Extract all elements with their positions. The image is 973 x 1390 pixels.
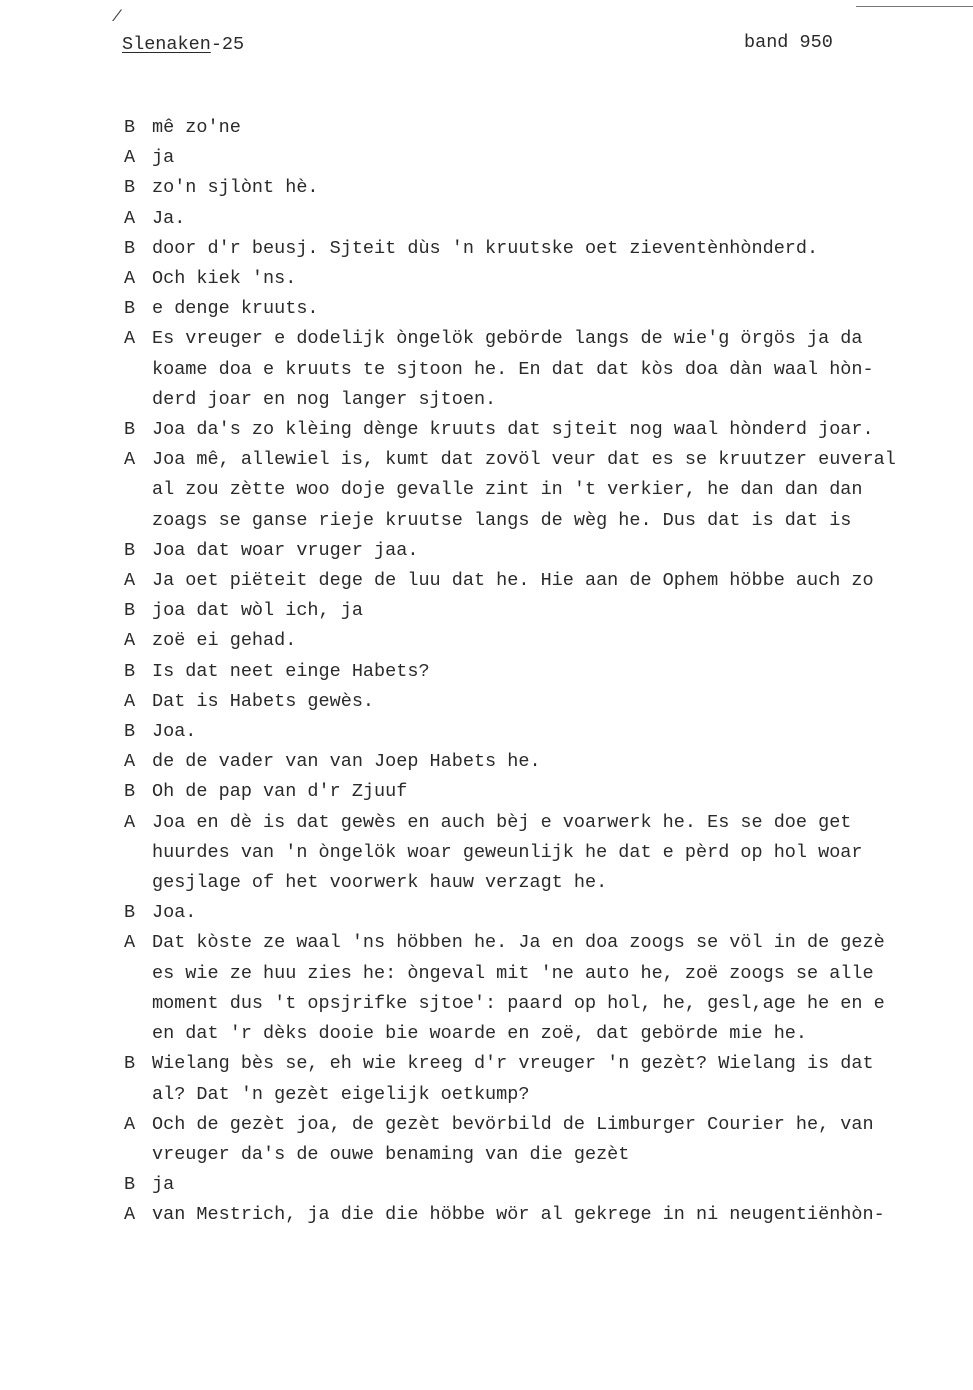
dialogue-turn	[124, 113, 964, 143]
dialogue-turn	[124, 294, 964, 324]
dialogue-line: huurdes van 'n òngelök woar geweunlijk he dat e pèrd op hol woar	[152, 841, 863, 863]
speaker-label: B	[124, 721, 136, 743]
place-name: Slenaken	[122, 34, 211, 55]
dialogue-turn	[124, 445, 964, 536]
speaker-label: B	[124, 1174, 136, 1196]
dialogue-turn	[124, 687, 964, 717]
dialogue-line: Is dat neet einge Habets?	[152, 660, 430, 682]
dialogue-turn	[124, 928, 964, 1049]
speaker-label: A	[124, 690, 136, 712]
dialogue-line: Dat kòste ze waal 'ns höbben he. Ja en doa zoogs se völ in de gezè	[152, 932, 885, 954]
speaker-label: B	[124, 600, 136, 622]
dialogue-line: e denge kruuts.	[152, 298, 319, 320]
dialogue-turn	[124, 747, 964, 777]
dialogue-line: zo'n sjlònt hè.	[152, 177, 319, 199]
speaker-label: A	[124, 1204, 136, 1226]
dialogue-line: Joa da's zo klèing dènge kruuts dat sjteit nog waal hònderd joar.	[152, 419, 874, 441]
dialogue-line: Dat is Habets gewès.	[152, 690, 375, 712]
dialogue-line: Joa en dè is dat gewès en auch bèj e voarwerk he. Es se doe get	[152, 811, 852, 833]
speaker-label: A	[124, 268, 136, 290]
speaker-label: B	[124, 237, 136, 259]
dialogue-turn	[124, 1049, 964, 1109]
dialogue-line: Ja oet piëteit dege de luu dat he. Hie aan de Ophem höbbe auch zo	[152, 570, 874, 592]
dialogue-line: de de vader van van Joep Habets he.	[152, 751, 541, 773]
dialogue-turn	[124, 566, 964, 596]
document-number: -25	[210, 34, 245, 55]
speaker-label: B	[124, 419, 136, 441]
dialogue-turn	[124, 626, 964, 656]
dialogue-line: joa dat wòl ich, ja	[152, 600, 363, 622]
dialogue-line: Wielang bès se, eh wie kreeg d'r vreuger 'n gezèt? Wielang is dat	[152, 1053, 874, 1075]
dialogue-turn	[124, 777, 964, 807]
dialogue-line: Joa.	[152, 721, 197, 743]
dialogue-turn	[124, 596, 964, 626]
dialogue-turn	[124, 808, 964, 899]
dialogue-line: van Mestrich, ja die die höbbe wör al gekrege in ni neugentiënhòn-	[152, 1204, 885, 1226]
dialogue-line: zoags se ganse rieje kruutse langs de wèg he. Dus dat is dat is	[152, 509, 852, 531]
dialogue-line: door d'r beusj. Sjteit dùs 'n kruutske oet zieventènhònderd.	[152, 237, 819, 259]
dialogue-line: vreuger da's de ouwe benaming van die gezèt	[152, 1143, 630, 1165]
speaker-label: B	[124, 117, 136, 138]
dialogue-turn	[124, 415, 964, 445]
speaker-label: B	[124, 539, 136, 561]
dialogue-line: koame doa e kruuts te sjtoon he. En dat dat kòs doa dàn waal hòn-	[152, 358, 874, 380]
dialogue-turn	[124, 234, 964, 264]
speaker-label: A	[124, 147, 136, 169]
dialogue-line: ja	[152, 1174, 175, 1196]
speaker-label: A	[124, 1113, 136, 1135]
dialogue-turn	[124, 143, 964, 173]
dialogue-turn	[124, 717, 964, 747]
dialogue-line: Joa dat woar vruger jaa.	[152, 539, 419, 561]
speaker-label: A	[124, 811, 136, 833]
speaker-label: A	[124, 570, 136, 592]
dialogue-turn	[124, 536, 964, 566]
dialogue-line: Och de gezèt joa, de gezèt bevörbild de Limburger Courier he, van	[152, 1113, 874, 1135]
dialogue-line: al zou zètte woo doje gevalle zint in 't verkier, he dan dan dan	[152, 479, 863, 501]
dialogue-turn	[124, 1170, 964, 1200]
dialogue-line: Ja.	[152, 207, 186, 229]
speaker-label: A	[124, 932, 136, 954]
dialogue-line: en dat 'r dèks dooie bie woarde en zoë, dat gebörde mie he.	[152, 1023, 808, 1045]
dialogue-line: al? Dat 'n gezèt eigelijk oetkump?	[152, 1083, 530, 1105]
dialogue-line: Oh de pap van d'r Zjuuf	[152, 781, 408, 803]
transcript	[124, 113, 964, 1231]
dialogue-turn	[124, 657, 964, 687]
band-number: band 950	[744, 32, 833, 53]
dialogue-turn	[124, 1110, 964, 1170]
speaker-label: A	[124, 449, 136, 471]
dialogue-turn	[124, 1200, 964, 1230]
speaker-label: B	[124, 660, 136, 682]
dialogue-turn	[124, 173, 964, 203]
speaker-label: B	[124, 177, 136, 199]
dialogue-line: es wie ze huu zies he: òngeval mit 'ne auto he, zoë zoogs se alle	[152, 962, 874, 984]
dialogue-line: gesjlage of het voorwerk hauw verzagt he.	[152, 872, 608, 894]
speaker-label: A	[124, 751, 136, 773]
dialogue-line: Joa.	[152, 902, 197, 924]
dialogue-line: derd joar en nog langer sjtoen.	[152, 388, 497, 410]
dialogue-turn	[124, 324, 964, 415]
dialogue-line: ja	[152, 147, 175, 169]
dialogue-line: zoë ei gehad.	[152, 630, 297, 652]
speaker-label: A	[124, 207, 136, 229]
dialogue-turn	[124, 898, 964, 928]
dialogue-line: moment dus 't opsjrifke sjtoe': paard op hol, he, gesl,age he en e	[152, 992, 885, 1014]
corner-mark: /	[112, 8, 122, 26]
dialogue-line: Joa mê, allewiel is, kumt dat zovöl veur dat es se kruutzer euveral	[152, 449, 896, 471]
speaker-label: B	[124, 1053, 136, 1075]
top-edge-rule	[856, 6, 973, 7]
dialogue-line: Es vreuger e dodelijk òngelök gebörde langs de wie'g örgös ja da	[152, 328, 863, 350]
speaker-label: B	[124, 781, 136, 803]
dialogue-turn	[124, 264, 964, 294]
speaker-label: A	[124, 630, 136, 652]
dialogue-line: mê zo'ne	[152, 117, 241, 138]
speaker-label: A	[124, 328, 136, 350]
dialogue-turn	[124, 204, 964, 234]
speaker-label: B	[124, 902, 136, 924]
document-title	[122, 34, 244, 55]
speaker-label: B	[124, 298, 136, 320]
dialogue-line: Och kiek 'ns.	[152, 268, 297, 290]
